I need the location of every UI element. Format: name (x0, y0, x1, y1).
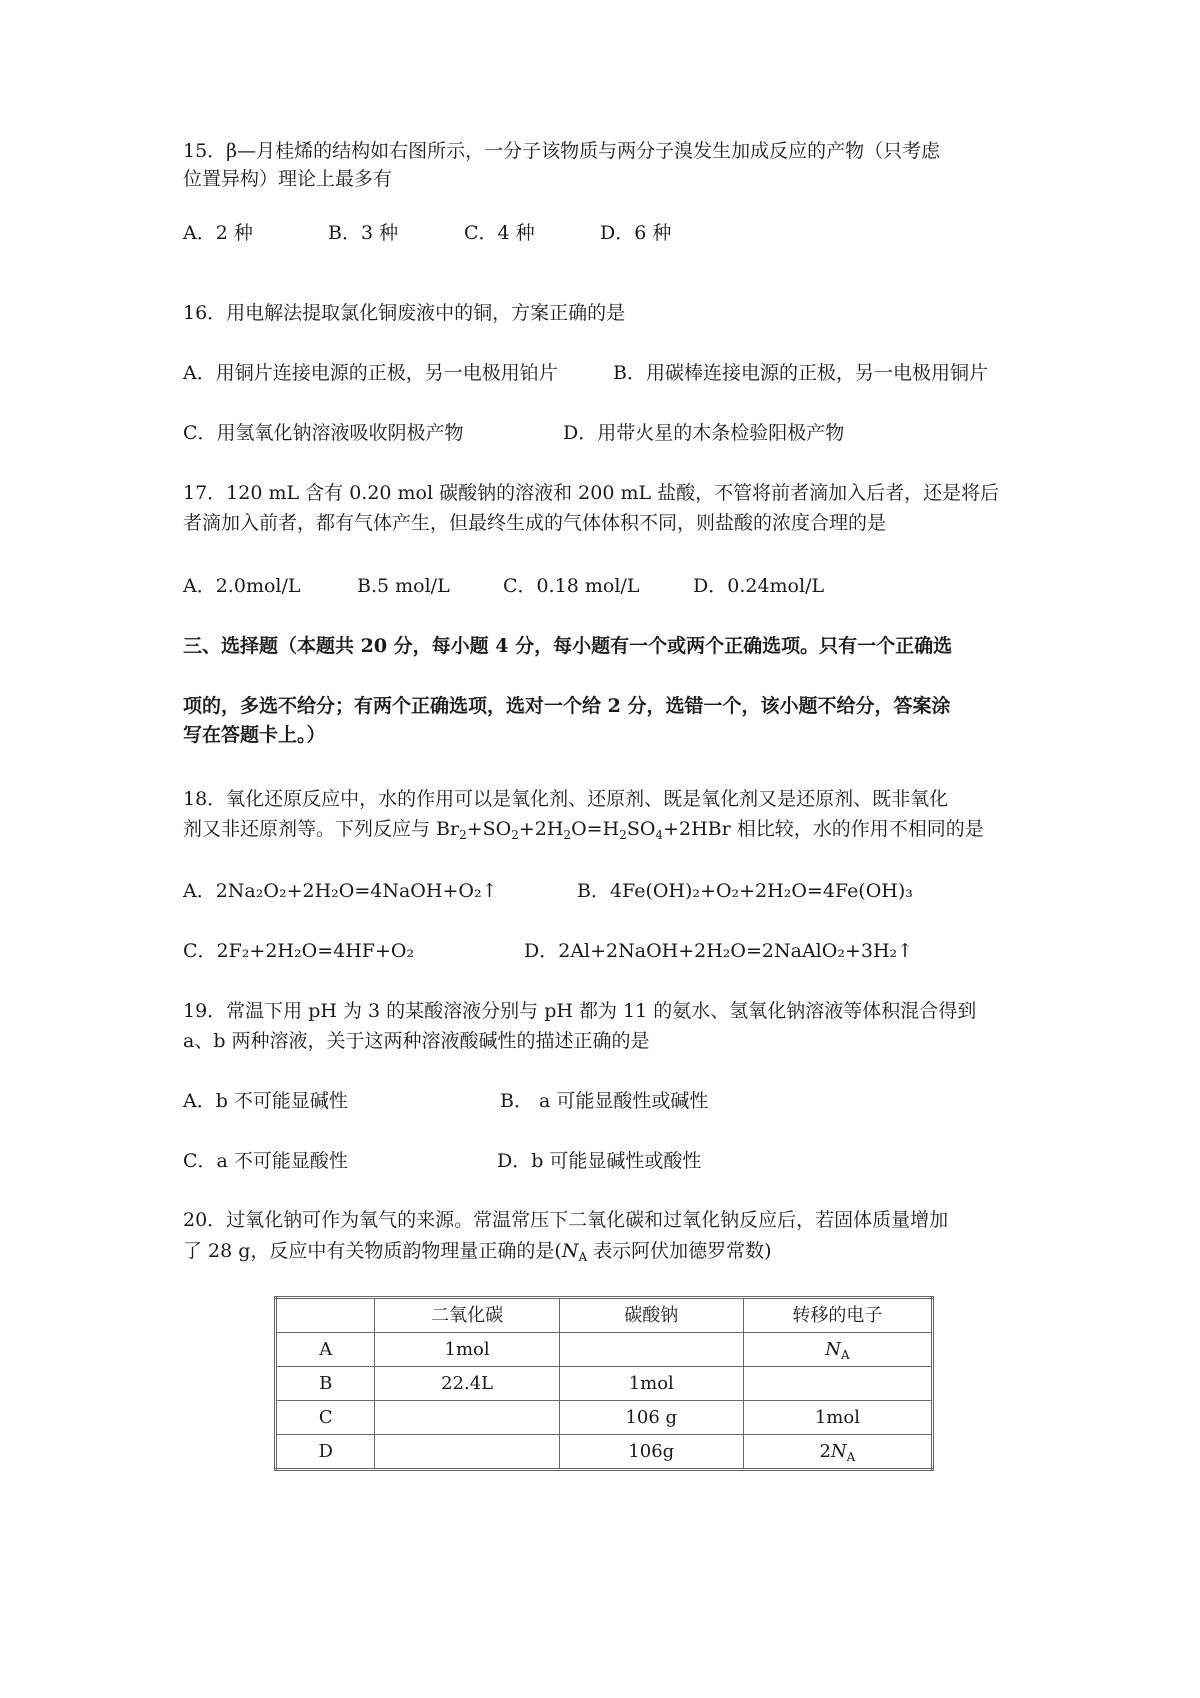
q18-option-d: D．2Al+2NaOH+2H₂O=2NaAlO₂+3H₂↑ (524, 940, 914, 962)
q17-option-b: B.5 mol/L (357, 575, 450, 597)
q19-option-d: D．b 可能显碱性或酸性 (497, 1150, 702, 1172)
q16-option-c: C．用氢氧化钠溶液吸收阴极产物 (183, 422, 464, 444)
q18-option-a: A．2Na₂O₂+2H₂O=4NaOH+O₂↑ (183, 880, 498, 902)
q17-option-c: C．0.18 mol/L (503, 575, 640, 597)
q19-option-b: B． a 可能显酸性或碱性 (500, 1090, 709, 1112)
q19-stem-line1: 19．常温下用 pH 为 3 的某酸溶液分别与 pH 都为 11 的氨水、氢氧化钠溶液等体积混合得到 (183, 1000, 977, 1022)
q16-option-b: B．用碳棒连接电源的正极，另一电极用铜片 (613, 362, 988, 384)
table-row (276, 1333, 933, 1367)
q16-option-d: D．用带火星的木条检验阳极产物 (563, 422, 845, 444)
table-cell: C (276, 1401, 375, 1435)
q18-option-c: C．2F₂+2H₂O=4HF+O₂ (183, 940, 415, 962)
table-cell: 1mol (559, 1367, 743, 1401)
table-cell (743, 1367, 932, 1401)
q18-stem-line1: 18．氧化还原反应中，水的作用可以是氧化剂、还原剂、既是氧化剂又是还原剂、既非氧化 (183, 788, 949, 810)
q17-stem-line2: 者滴加入前者，都有气体产生，但最终生成的气体体积不同，则盐酸的浓度合理的是 (183, 512, 887, 534)
table-row (276, 1401, 933, 1435)
table-cell: 1mol (375, 1333, 559, 1367)
q15-option-c: C．4 种 (464, 222, 535, 244)
q19-stem-line2: a、b 两种溶液，关于这两种溶液酸碱性的描述正确的是 (183, 1030, 650, 1052)
q17-option-a: A．2.0mol/L (183, 575, 301, 597)
q15-option-d: D．6 种 (600, 222, 672, 244)
table-cell (559, 1333, 743, 1367)
table-cell (375, 1401, 559, 1435)
q15-option-a: A．2 种 (183, 222, 253, 244)
table-header-cell: 转移的电子 (743, 1298, 932, 1333)
q16-option-a: A．用铜片连接电源的正极，另一电极用铂片 (183, 362, 558, 384)
table-cell: 106g (559, 1435, 743, 1470)
table-cell: 1mol (743, 1401, 932, 1435)
table-header-cell: 碳酸钠 (559, 1298, 743, 1333)
q19-option-a: A．b 不可能显碱性 (183, 1090, 348, 1112)
q20-answer-table (274, 1296, 934, 1471)
table-cell: 22.4L (375, 1367, 559, 1401)
q20-stem-line1: 20．过氧化钠可作为氧气的来源。常温常压下二氧化碳和过氧化钠反应后，若固体质量增加 (183, 1209, 949, 1231)
table-header-cell (276, 1298, 375, 1333)
q18-stem-line2: 剂又非还原剂等。下列反应与 $Br_2+SO_2+2H_2O=H_2SO_4+2HBr$ 相比较，水的作用不相同的是 (183, 818, 984, 842)
section3-instructions-line3: 写在答题卡上。） (183, 724, 326, 746)
q20-stem-line2: 了 28 g，反应中有关物质韵物理量正确的是($N_A$ 表示阿伏加德罗常数) (183, 1240, 772, 1264)
q18-option-b: B．4Fe(OH)₂+O₂+2H₂O=4Fe(OH)₃ (577, 880, 913, 902)
table-cell: $2N_A$ (743, 1435, 932, 1470)
table-cell: $N_A$ (743, 1333, 932, 1367)
table-cell: A (276, 1333, 375, 1367)
table-row (276, 1435, 933, 1470)
section3-instructions-line1: 三、选择题（本题共 20 分，每小题 4 分，每小题有一个或两个正确选项。只有一个正确选 (183, 635, 953, 657)
table-header-cell: 二氧化碳 (375, 1298, 559, 1333)
q17-option-d: D．0.24mol/L (693, 575, 825, 597)
section3-instructions-line2: 项的，多选不给分；有两个正确选项，选对一个给 2 分，选错一个，该小题不给分，答案涂 (183, 695, 951, 717)
q19-option-c: C．a 不可能显酸性 (183, 1150, 348, 1172)
table-cell: 106 g (559, 1401, 743, 1435)
q16-stem: 16．用电解法提取氯化铜废液中的铜，方案正确的是 (183, 302, 626, 324)
q15-option-b: B．3 种 (328, 222, 399, 244)
table-cell: D (276, 1435, 375, 1470)
table-row (276, 1367, 933, 1401)
table-cell: B (276, 1367, 375, 1401)
q17-stem-line1: 17．120 mL 含有 0.20 mol 碳酸钠的溶液和 200 mL 盐酸，不管将前者滴加入后者，还是将后 (183, 482, 1000, 504)
table-header-row (276, 1298, 933, 1333)
table-cell (375, 1435, 559, 1470)
q15-stem-line2: 位置异构）理论上最多有 (183, 168, 393, 190)
q15-stem-line1: 15．β—月桂烯的结构如右图所示，一分子该物质与两分子溴发生加成反应的产物（只考虑 (183, 140, 941, 162)
